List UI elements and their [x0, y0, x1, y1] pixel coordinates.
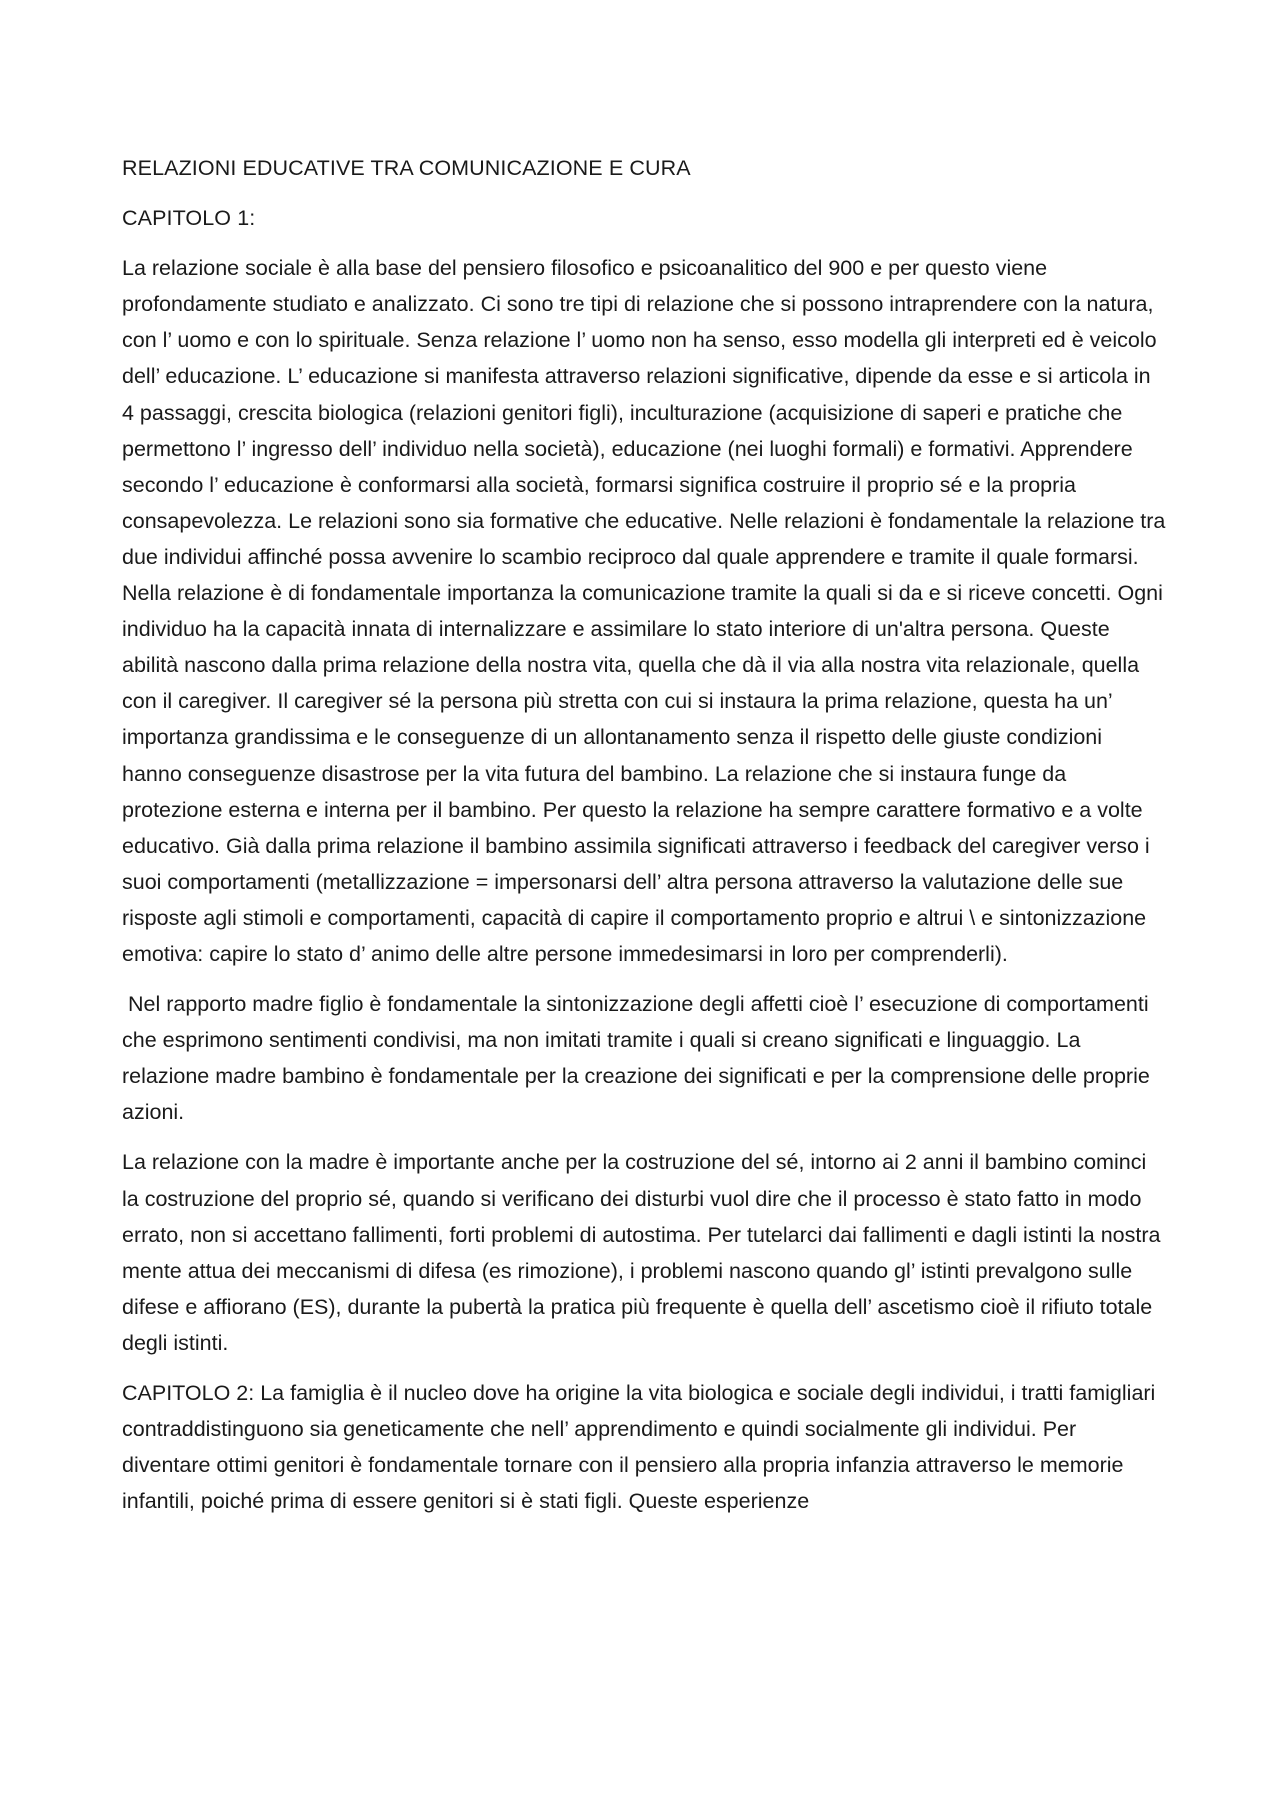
paragraph-3: La relazione con la madre è importante anche per la costruzione del sé, intorno ai 2 anni il bambino cominci la costruzione del proprio sé, quando si verificano dei disturbi vuol dire che il processo è stato fatto in modo errato, non si accettano fallimenti, forti problemi di autostima. Per tutelarci dai fallimenti e dagli istinti la nostra mente attua dei meccanismi di difesa (es rimozione), i problemi nascono quando gl’ istinti prevalgono sulle difese e affiorano (ES), durante la pubertà la pratica più frequente è quella dell’ ascetismo cioè il rifiuto totale degli istinti.	[122, 1150, 1161, 1355]
paragraph-1: La relazione sociale è alla base del pensiero filosofico e psicoanalitico del 900 e per questo viene profondamente studiato e analizzato. Ci sono tre tipi di relazione che si possono intraprendere con la natura, con l’ uomo e con lo spirituale. Senza relazione l’ uomo non ha senso, esso modella gli interpreti ed è veicolo dell’ educazione. L’ educazione si manifesta attraverso relazioni significative, dipende da esse e si articola in 4 passaggi, crescita biologica (relazioni genitori figli), inculturazione (acquisizione di saperi e pratiche che permettono l’ ingresso dell’ individuo nella società), educazione (nei luoghi formali) e formativi. Apprendere secondo l’ educazione è conformarsi alla società, formarsi significa costruire il proprio sé e la propria consapevolezza. Le relazioni sono sia formative che educative. Nelle relazioni è fondamentale la relazione tra due individui affinché possa avvenire lo scambio reciproco dal quale apprendere e tramite il quale formarsi. Nella relazione è di fondamentale importanza la comunicazione tramite la quali si da e si riceve concetti. Ogni individuo ha la capacità innata di internalizzare e assimilare lo stato interiore di un'altra persona. Queste abilità nascono dalla prima relazione della nostra vita, quella che dà il via alla nostra vita relazionale, quella con il caregiver. Il caregiver sé la persona più stretta con cui si instaura la prima relazione, questa ha un’ importanza grandissima e le conseguenze di un allontanamento senza il rispetto delle giuste condizioni hanno conseguenze disastrose per la vita futura del bambino. La relazione che si instaura funge da protezione esterna e interna per il bambino. Per questo la relazione ha sempre carattere formativo e a volte educativo. Già dalla prima relazione il bambino assimila significati attraverso i feedback del caregiver verso i suoi comportamenti (metallizzazione = impersonarsi dell’ altra persona attraverso la valutazione delle sue risposte agli stimoli e comportamenti, capacità di capire il comportamento proprio e altrui \ e sintonizzazione emotiva: capire lo stato d’ animo delle altre persone immedesimarsi in loro per comprenderli).	[122, 256, 1166, 966]
document-body	[122, 150, 1167, 1533]
chapter-1-heading: CAPITOLO 1:	[122, 206, 256, 231]
paragraph-4: CAPITOLO 2: La famiglia è il nucleo dove ha origine la vita biologica e sociale degli individui, i tratti famigliari contraddistinguono sia geneticamente che nell’ apprendimento e quindi socialmente gli individui. Per diventare ottimi genitori è fondamentale tornare con il pensiero alla propria infanzia attraverso le memorie infantili, poiché prima di essere genitori si è stati figli. Queste esperienze	[122, 1381, 1156, 1514]
paragraph-2: Nel rapporto madre figlio è fondamentale la sintonizzazione degli affetti cioè l’ esecuzione di comportamenti che esprimono sentimenti condivisi, ma non imitati tramite i quali si creano significati e linguaggio. La relazione madre bambino è fondamentale per la creazione dei significati e per la comprensione delle proprie azioni.	[122, 992, 1150, 1125]
document-title: RELAZIONI EDUCATIVE TRA COMUNICAZIONE E CURA	[122, 156, 691, 180]
